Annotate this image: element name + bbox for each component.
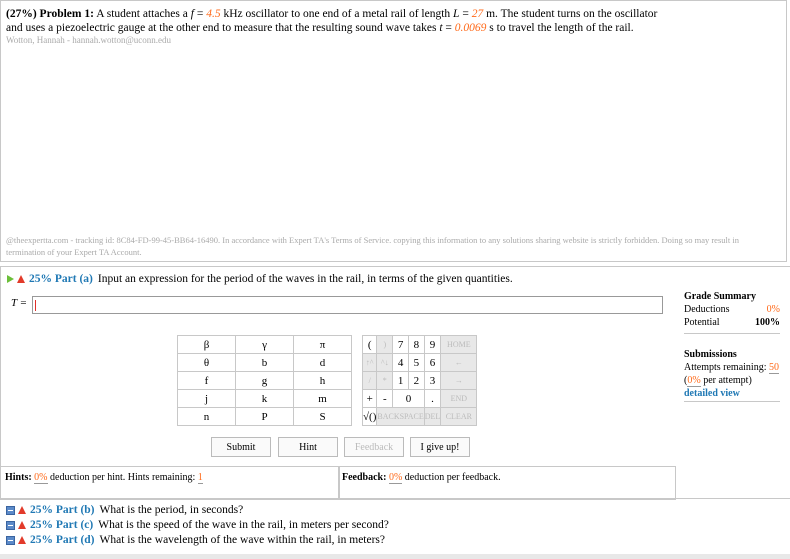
key-8[interactable]: 8 [408, 336, 424, 354]
part-c-percent: 25% Part (c) [30, 519, 94, 531]
key-0[interactable]: 0 [393, 390, 425, 408]
per-attempt-deduction: 0% [687, 375, 701, 386]
key-symbol[interactable]: d [294, 354, 352, 372]
key-6[interactable]: 6 [424, 354, 441, 372]
attempts-label: Attempts remaining: [684, 362, 767, 373]
key-symbol[interactable]: γ [236, 336, 294, 354]
warning-icon [18, 506, 26, 514]
key-plus[interactable]: + [363, 390, 377, 408]
value-f: 4.5 [206, 8, 221, 20]
part-c-header[interactable] [6, 519, 389, 531]
part-b-question: What is the period, in seconds? [99, 504, 244, 516]
numeric-keypad [362, 335, 477, 426]
feedback-panel [339, 466, 676, 500]
problem-text-part: s to travel the length of the rail. [489, 22, 634, 34]
key-subscript[interactable]: ^↓ [377, 354, 393, 372]
collapse-icon[interactable] [6, 506, 15, 515]
key-3[interactable]: 3 [424, 372, 441, 390]
grade-summary: Grade Summary Deductions 0% Potential 100% Submissions Attempts remaining: 50 (0% per attempt) detailed view [684, 290, 780, 406]
part-c-question: What is the speed of the wave in the rail, in meters per second? [98, 519, 389, 531]
warning-icon [17, 275, 25, 283]
key-symbol[interactable]: S [294, 408, 352, 426]
key-2[interactable]: 2 [408, 372, 424, 390]
collapse-icon[interactable] [6, 521, 15, 530]
problem-text-part: kHz oscillator to one end of a metal rail of length [223, 8, 451, 20]
feedback-deduction: 0% [388, 472, 403, 483]
key-5[interactable]: 5 [408, 354, 424, 372]
student-info: Wotton, Hannah - hannah.wotton@uconn.edu [6, 35, 172, 45]
key-left-arrow[interactable]: ← [441, 354, 477, 372]
warning-icon [18, 536, 26, 544]
part-b-header[interactable] [6, 504, 243, 516]
feedback-text: deduction per feedback. [404, 472, 501, 483]
part-a-question: Input an expression for the period of the waves in the rail, in terms of the given quantities. [97, 273, 513, 285]
key-symbol[interactable]: g [236, 372, 294, 390]
value-t: 0.0069 [454, 22, 487, 34]
key-divide[interactable]: / [363, 372, 377, 390]
submit-button[interactable]: Submit [211, 437, 271, 457]
problem-text-part: and uses a piezoelectric gauge at the other end to measure that the resulting sound wave takes [6, 22, 437, 34]
key-7[interactable]: 7 [393, 336, 409, 354]
symbol-keypad [177, 335, 352, 426]
key-superscript[interactable]: ↑^ [363, 354, 377, 372]
key-multiply[interactable]: * [377, 372, 393, 390]
key-right-arrow[interactable]: → [441, 372, 477, 390]
key-symbol[interactable]: b [236, 354, 294, 372]
key-symbol[interactable]: β [178, 336, 236, 354]
warning-icon [18, 521, 26, 529]
part-d-question: What is the wavelength of the wave within the rail, in meters? [99, 534, 386, 546]
key-symbol[interactable]: k [236, 390, 294, 408]
attempts-value: 50 [769, 362, 779, 373]
tracking-notice: @theexpertta.com - tracking id: 8C84-FD-99-45-BB64-16490. In accordance with Expert TA's Terms of Service. copying this information to any solutions sharing website is strictly forbidden. Doing so may result in termination of your Expert TA Account. [6, 235, 739, 257]
part-d-header[interactable] [6, 534, 385, 546]
hints-deduction: 0% [34, 472, 48, 483]
key-home[interactable]: HOME [441, 336, 477, 354]
text-cursor [35, 300, 36, 311]
key-symbol[interactable]: π [294, 336, 352, 354]
hints-text: deduction per hint. Hints remaining: [50, 472, 196, 483]
submissions-title: Submissions [684, 349, 737, 360]
part-d-percent: 25% Part (d) [30, 534, 95, 546]
answer-input[interactable] [32, 296, 663, 314]
problem-text-part: m. The student turns on the oscillator [486, 8, 658, 20]
part-a-header[interactable] [7, 273, 513, 285]
hint-button[interactable]: Hint [278, 437, 338, 457]
var-f: f [190, 8, 194, 20]
part-a-percent: 25% Part (a) [29, 273, 93, 285]
key-decimal[interactable]: . [424, 390, 441, 408]
key-9[interactable]: 9 [424, 336, 441, 354]
feedback-button[interactable]: Feedback [344, 437, 404, 457]
hints-panel [0, 466, 339, 500]
key-symbol[interactable]: m [294, 390, 352, 408]
key-sqrt[interactable]: √() [363, 408, 377, 426]
part-b-percent: 25% Part (b) [30, 504, 95, 516]
key-symbol[interactable]: f [178, 372, 236, 390]
key-del[interactable]: DEL [424, 408, 441, 426]
key-symbol[interactable]: n [178, 408, 236, 426]
deductions-label: Deductions [684, 304, 730, 315]
key-4[interactable]: 4 [393, 354, 409, 372]
key-1[interactable]: 1 [393, 372, 409, 390]
deductions-value: 0% [766, 304, 780, 315]
key-backspace[interactable]: BACKSPACE [377, 408, 424, 426]
problem-weight: (27%) [6, 8, 37, 20]
key-symbol[interactable]: P [236, 408, 294, 426]
var-t: t [439, 22, 443, 34]
collapse-icon[interactable] [6, 536, 15, 545]
problem-label: Problem 1: [39, 8, 94, 20]
problem-text: (27%) Problem 1: A student attaches a f = 4.5 kHz oscillator to one end of a metal rail of length L = 27 m. The student turns on the oscillator and uses a piezoelectric gauge at the other end to measure that the resulting sound wave takes t = 0.0069 s to travel the length of the rail. [6, 8, 658, 34]
divider [684, 401, 780, 402]
var-L: L [453, 8, 460, 20]
problem-statement [0, 0, 787, 262]
key-clear[interactable]: CLEAR [441, 408, 477, 426]
divider [684, 333, 780, 334]
key-minus[interactable]: - [377, 390, 393, 408]
potential-label: Potential [684, 317, 720, 328]
hints-label: Hints: [5, 472, 32, 483]
give-up-button[interactable]: I give up! [410, 437, 470, 457]
potential-value: 100% [755, 317, 780, 328]
key-symbol[interactable]: j [178, 390, 236, 408]
footer-bar [0, 554, 790, 559]
answer-label: T = [11, 297, 28, 309]
key-open-paren[interactable]: ( [363, 336, 377, 354]
key-close-paren[interactable]: ) [377, 336, 393, 354]
grade-summary-title: Grade Summary [684, 291, 756, 302]
part-a-panel [0, 266, 790, 499]
key-symbol[interactable]: h [294, 372, 352, 390]
hints-remaining: 1 [197, 472, 203, 483]
problem-text-part: A student attaches a [96, 8, 188, 20]
expand-triangle-icon[interactable] [7, 275, 14, 283]
key-symbol[interactable]: θ [178, 354, 236, 372]
key-end[interactable]: END [441, 390, 477, 408]
detailed-view-link[interactable]: detailed view [684, 388, 740, 399]
value-L: 27 [471, 8, 484, 20]
feedback-label: Feedback: [342, 472, 387, 483]
